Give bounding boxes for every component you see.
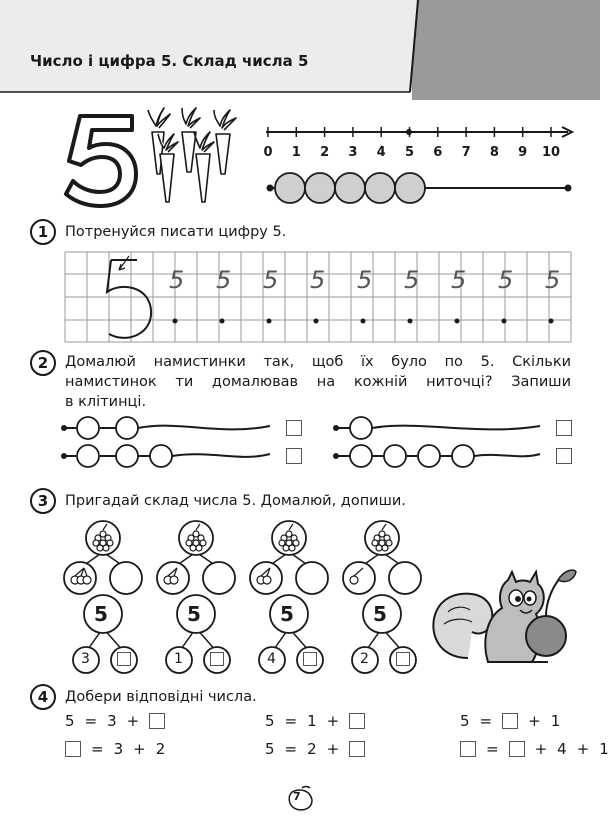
- traced-digit: 5: [310, 266, 326, 294]
- bead: [365, 173, 395, 203]
- traced-digit: 5: [451, 266, 467, 294]
- task-3-text: Пригадай склад числа 5. Домалюй, допиши.: [65, 493, 406, 509]
- equation-token: =: [91, 740, 104, 758]
- empty-circle: [203, 562, 235, 594]
- equation-token: +: [326, 712, 340, 730]
- equation-token: =: [284, 712, 298, 730]
- answer-box[interactable]: [502, 713, 518, 729]
- answer-box[interactable]: [303, 652, 317, 666]
- equation: [460, 712, 560, 730]
- composition-whole: 5: [280, 602, 294, 626]
- task-2-line: Домалюй намистинки так, щоб їх було по 5. Скільки: [65, 354, 571, 370]
- equation-token: 5: [265, 740, 275, 758]
- equation-token: 1: [307, 712, 317, 730]
- carrot-icon: [194, 132, 214, 202]
- equation-token: 2: [155, 740, 166, 758]
- bead: [350, 417, 372, 439]
- bead: [116, 445, 138, 467]
- answer-box[interactable]: [349, 741, 365, 757]
- equation-token: +: [576, 740, 590, 758]
- tick-label: 3: [348, 145, 358, 160]
- squirrel-illustration: [428, 562, 578, 672]
- tick-label: 8: [489, 145, 499, 160]
- bead: [418, 445, 440, 467]
- bead: [395, 173, 425, 203]
- empty-circle: [110, 562, 142, 594]
- equation-token: +: [528, 712, 541, 730]
- composition-whole: 5: [187, 602, 201, 626]
- answer-box[interactable]: [210, 652, 224, 666]
- traced-digit: 5: [498, 266, 514, 294]
- bead: [77, 445, 99, 467]
- task-2-line: намистинок ти домалював на кожній ниточці? Запиши: [65, 374, 571, 390]
- page-title: Число і цифра 5. Склад числа 5: [30, 52, 309, 70]
- composition-whole: 5: [373, 602, 387, 626]
- composition-whole: 5: [94, 602, 108, 626]
- carrots-group: [140, 104, 250, 209]
- composition-part: 4: [267, 651, 276, 667]
- tick-label: 2: [320, 145, 330, 160]
- tick-label: 4: [376, 145, 386, 160]
- composition-part: 2: [360, 651, 369, 667]
- tick-label: 10: [541, 145, 561, 160]
- traced-digit: 5: [216, 266, 232, 294]
- bead: [350, 445, 372, 467]
- equation-token: +: [534, 740, 548, 758]
- bead: [275, 173, 305, 203]
- equation: [460, 740, 609, 758]
- task-2-text: [65, 352, 571, 412]
- equation-token: 1: [599, 740, 609, 758]
- composition-part: 3: [81, 651, 90, 667]
- traced-digit: 5: [357, 266, 373, 294]
- task-number-1: 1: [30, 219, 56, 245]
- answer-box[interactable]: [460, 741, 476, 757]
- task-1-text: Потренуйся писати цифру 5.: [65, 224, 287, 240]
- tick-label: 5: [404, 145, 415, 160]
- task-4-text: Добери відповідні числа.: [65, 689, 257, 705]
- empty-circle: [389, 562, 421, 594]
- empty-circle: [296, 562, 328, 594]
- task-number-3: 3: [30, 488, 56, 514]
- bead-threads: [60, 414, 580, 470]
- answer-box[interactable]: [286, 448, 302, 464]
- equation: [265, 712, 365, 730]
- equation-token: =: [84, 712, 98, 730]
- answer-box[interactable]: [556, 448, 572, 464]
- traced-digit: 5: [404, 266, 420, 294]
- tick-label: 1: [291, 145, 301, 160]
- big-digit-five: [60, 108, 140, 208]
- number-line: [262, 124, 582, 144]
- traced-digit: 5: [263, 266, 279, 294]
- carrot-icon: [214, 110, 236, 174]
- answer-box[interactable]: [65, 741, 81, 757]
- equation-token: +: [133, 740, 146, 758]
- bead: [77, 417, 99, 439]
- traced-digit: 5: [169, 266, 185, 294]
- equation-token: 4: [557, 740, 567, 758]
- tick-label: 7: [461, 145, 471, 160]
- equation-token: =: [284, 740, 298, 758]
- answer-box[interactable]: [396, 652, 410, 666]
- tick-label: 0: [263, 145, 273, 160]
- carrot-icon: [158, 134, 178, 202]
- traced-digit: 5: [545, 266, 561, 294]
- bead: [116, 417, 138, 439]
- answer-box[interactable]: [349, 713, 365, 729]
- equation-token: 5: [265, 712, 275, 730]
- equation: [65, 740, 165, 758]
- equation-token: 5: [65, 712, 75, 730]
- bead: [384, 445, 406, 467]
- equation: [65, 712, 165, 730]
- equation-token: =: [486, 740, 499, 758]
- equation-token: 3: [107, 712, 117, 730]
- tick-label: 9: [518, 145, 528, 160]
- equation-token: 2: [307, 740, 317, 758]
- bead: [305, 173, 335, 203]
- equation-token: 1: [550, 712, 561, 730]
- bead: [335, 173, 365, 203]
- answer-box[interactable]: [149, 713, 165, 729]
- equation-token: 3: [113, 740, 124, 758]
- equation-token: =: [479, 712, 493, 730]
- answer-box[interactable]: [286, 420, 302, 436]
- page-number-badge: [286, 784, 316, 814]
- task-2-line: в клітинці.: [65, 394, 147, 410]
- answer-box[interactable]: [117, 652, 131, 666]
- equation-token: 5: [460, 712, 470, 730]
- bead: [452, 445, 474, 467]
- header-banner: [0, 0, 600, 100]
- composition-part: 1: [174, 651, 183, 667]
- answer-box[interactable]: [556, 420, 572, 436]
- page-number: 7: [293, 790, 301, 803]
- task-number-2: 2: [30, 350, 56, 376]
- tick-label: 6: [433, 145, 443, 160]
- equation-token: +: [326, 740, 340, 758]
- answer-box[interactable]: [509, 741, 525, 757]
- bead: [150, 445, 172, 467]
- equation: [265, 740, 365, 758]
- fruit-composition-trees: [60, 518, 420, 598]
- task-number-4: 4: [30, 684, 56, 710]
- bead-string: [262, 168, 582, 208]
- equation-token: +: [126, 712, 140, 730]
